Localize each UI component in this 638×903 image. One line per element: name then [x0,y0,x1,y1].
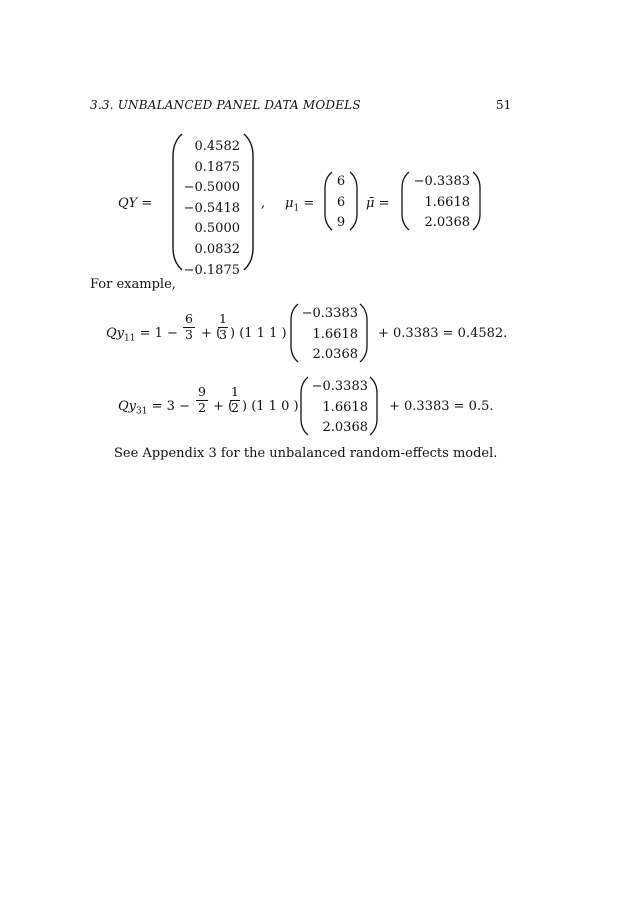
mubar-entry: 1.6618 [424,194,470,210]
mubar-entry: −0.3383 [413,174,470,189]
mubar-label: μ̄ = [366,196,390,211]
example1-rhs: + 0.3383 = 0.4582. [378,326,508,341]
for-example-text: For example, [90,277,176,292]
example2-lhs: $Qy_{31} = 3$ − [118,399,190,417]
qy-entry: −0.5418 [183,200,240,216]
example2-plus-paren: + ( [213,399,234,414]
mu1-right-paren [348,170,360,232]
example2-vector-entry: 2.0368 [322,420,368,436]
qy-vector [183,137,240,281]
example1-vector-entry: 2.0368 [312,347,358,363]
mu1-entry: 6 [336,194,346,210]
example2-vector-entry: 1.6618 [322,399,368,415]
qy-entry: −0.1875 [183,262,240,278]
qy-entry: 0.0832 [194,241,240,257]
example1-plus-paren: + ( [201,326,222,341]
example1-vector [300,304,358,366]
mu1-entry: 6 [336,174,346,189]
example2-rhs: + 0.3383 = 0.5. [389,399,494,414]
example1-vector-entry: −0.3383 [301,306,358,321]
mubar-vector [412,172,470,234]
mu1-entry: 9 [336,215,346,231]
example1-right-paren [358,302,370,364]
mu1-vector [334,172,348,234]
example2-row-vector: ) (1 1 0 ) [242,399,299,414]
mubar-entry: 2.0368 [424,215,470,231]
qy-entry: −0.5000 [183,180,240,196]
mubar-right-paren [471,170,483,232]
example1-lhs: $Qy_{11} = 1$ − [106,326,178,344]
example1-fraction1: 6 3 [183,312,195,342]
example1-vector-entry: 1.6618 [312,326,358,342]
example2-right-paren [368,375,380,437]
example2-fraction1: 9 2 [196,385,208,415]
example2-vector [310,377,368,439]
qy-label: QY = [118,196,153,211]
qy-left-paren [170,132,184,272]
example1-row-vector: ) (1 1 1 ) [230,326,287,341]
running-header: 3.3. UNBALANCED PANEL DATA MODELS [90,98,361,112]
example2-fraction2: 1 2 [231,384,239,415]
qy-right-paren [242,132,256,272]
example2-left-paren [298,375,310,437]
mu1-label: $\mu_1$ = [285,196,315,214]
appendix-reference-text: See Appendix 3 for the unbalanced random-effects model. [114,446,498,461]
qy-entry: 0.5000 [194,221,240,237]
comma: , [261,196,266,211]
mubar-left-paren [399,170,411,232]
mu1-left-paren [322,170,334,232]
example1-left-paren [288,302,300,364]
page-number: 51 [496,98,512,112]
qy-entry: 0.4582 [194,139,240,154]
example1-fraction2: 1 3 [219,311,227,342]
example2-vector-entry: −0.3383 [311,379,368,394]
qy-entry: 0.1875 [194,159,240,175]
